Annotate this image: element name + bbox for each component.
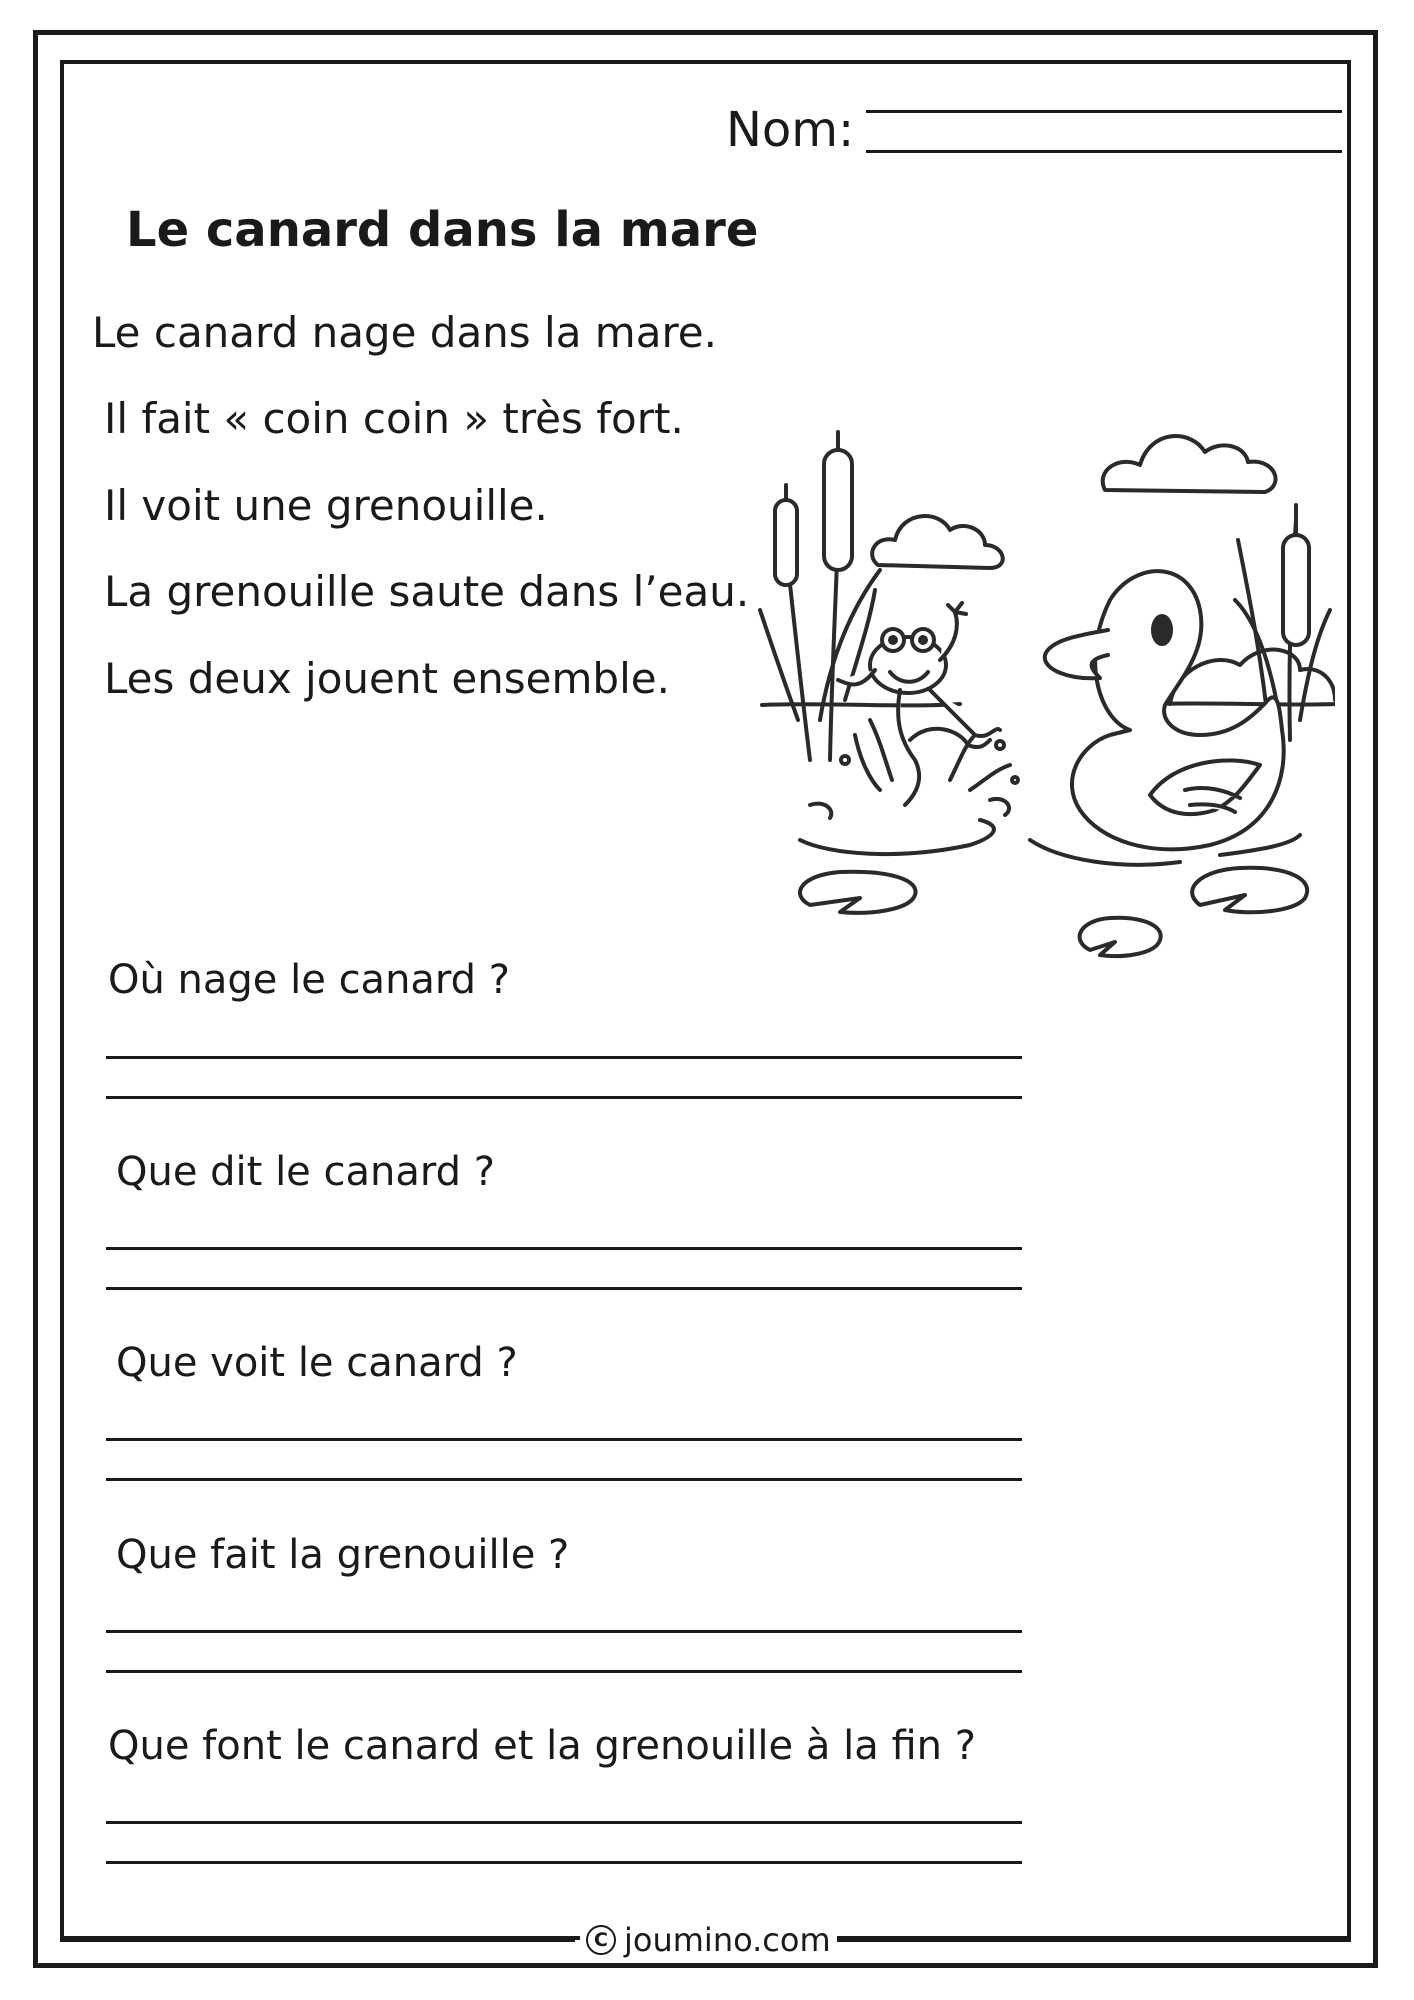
answer-line[interactable] (106, 1861, 1022, 1864)
answer-line[interactable] (106, 1056, 1022, 1059)
lily-pad-icon (800, 868, 1307, 956)
answer-line[interactable] (106, 1670, 1022, 1673)
footer-rule (826, 1938, 1351, 1942)
name-field-line[interactable] (866, 110, 1342, 113)
name-label: Nom: (726, 102, 855, 158)
answer-line[interactable] (106, 1630, 1022, 1633)
story-line: Le canard nage dans la mare. (92, 308, 717, 357)
answer-line[interactable] (106, 1478, 1022, 1481)
worksheet-title: Le canard dans la mare (126, 202, 759, 258)
pond-shoreline (762, 703, 1335, 705)
answer-line[interactable] (106, 1438, 1022, 1441)
question-text: Que dit le canard ? (116, 1149, 495, 1195)
question-text: Que voit le canard ? (116, 1340, 518, 1386)
answer-line[interactable] (106, 1287, 1022, 1290)
story-line: Les deux jouent ensemble. (104, 654, 670, 703)
pond-illustration (755, 420, 1335, 960)
duck-icon (1045, 571, 1284, 849)
story-line: Il voit une grenouille. (104, 481, 548, 530)
answer-line[interactable] (106, 1096, 1022, 1099)
question-text: Que fait la grenouille ? (116, 1532, 570, 1578)
story-line: La grenouille saute dans l’eau. (104, 567, 750, 616)
name-field-line[interactable] (866, 150, 1342, 153)
answer-line[interactable] (106, 1821, 1022, 1824)
footer-credit (580, 1918, 837, 1962)
cloud-icon (872, 516, 1003, 568)
story-line: Il fait « coin coin » très fort. (104, 394, 684, 443)
question-text: Que font le canard et la grenouille à la fin ? (108, 1723, 976, 1769)
footer-rule (60, 1938, 575, 1942)
cattail-icon (760, 432, 880, 760)
cloud-icon (1103, 436, 1276, 492)
footer-site: joumino.com (624, 1921, 831, 1959)
question-text: Où nage le canard ? (108, 957, 511, 1003)
copyright-icon: C (586, 1925, 616, 1955)
answer-line[interactable] (106, 1247, 1022, 1250)
